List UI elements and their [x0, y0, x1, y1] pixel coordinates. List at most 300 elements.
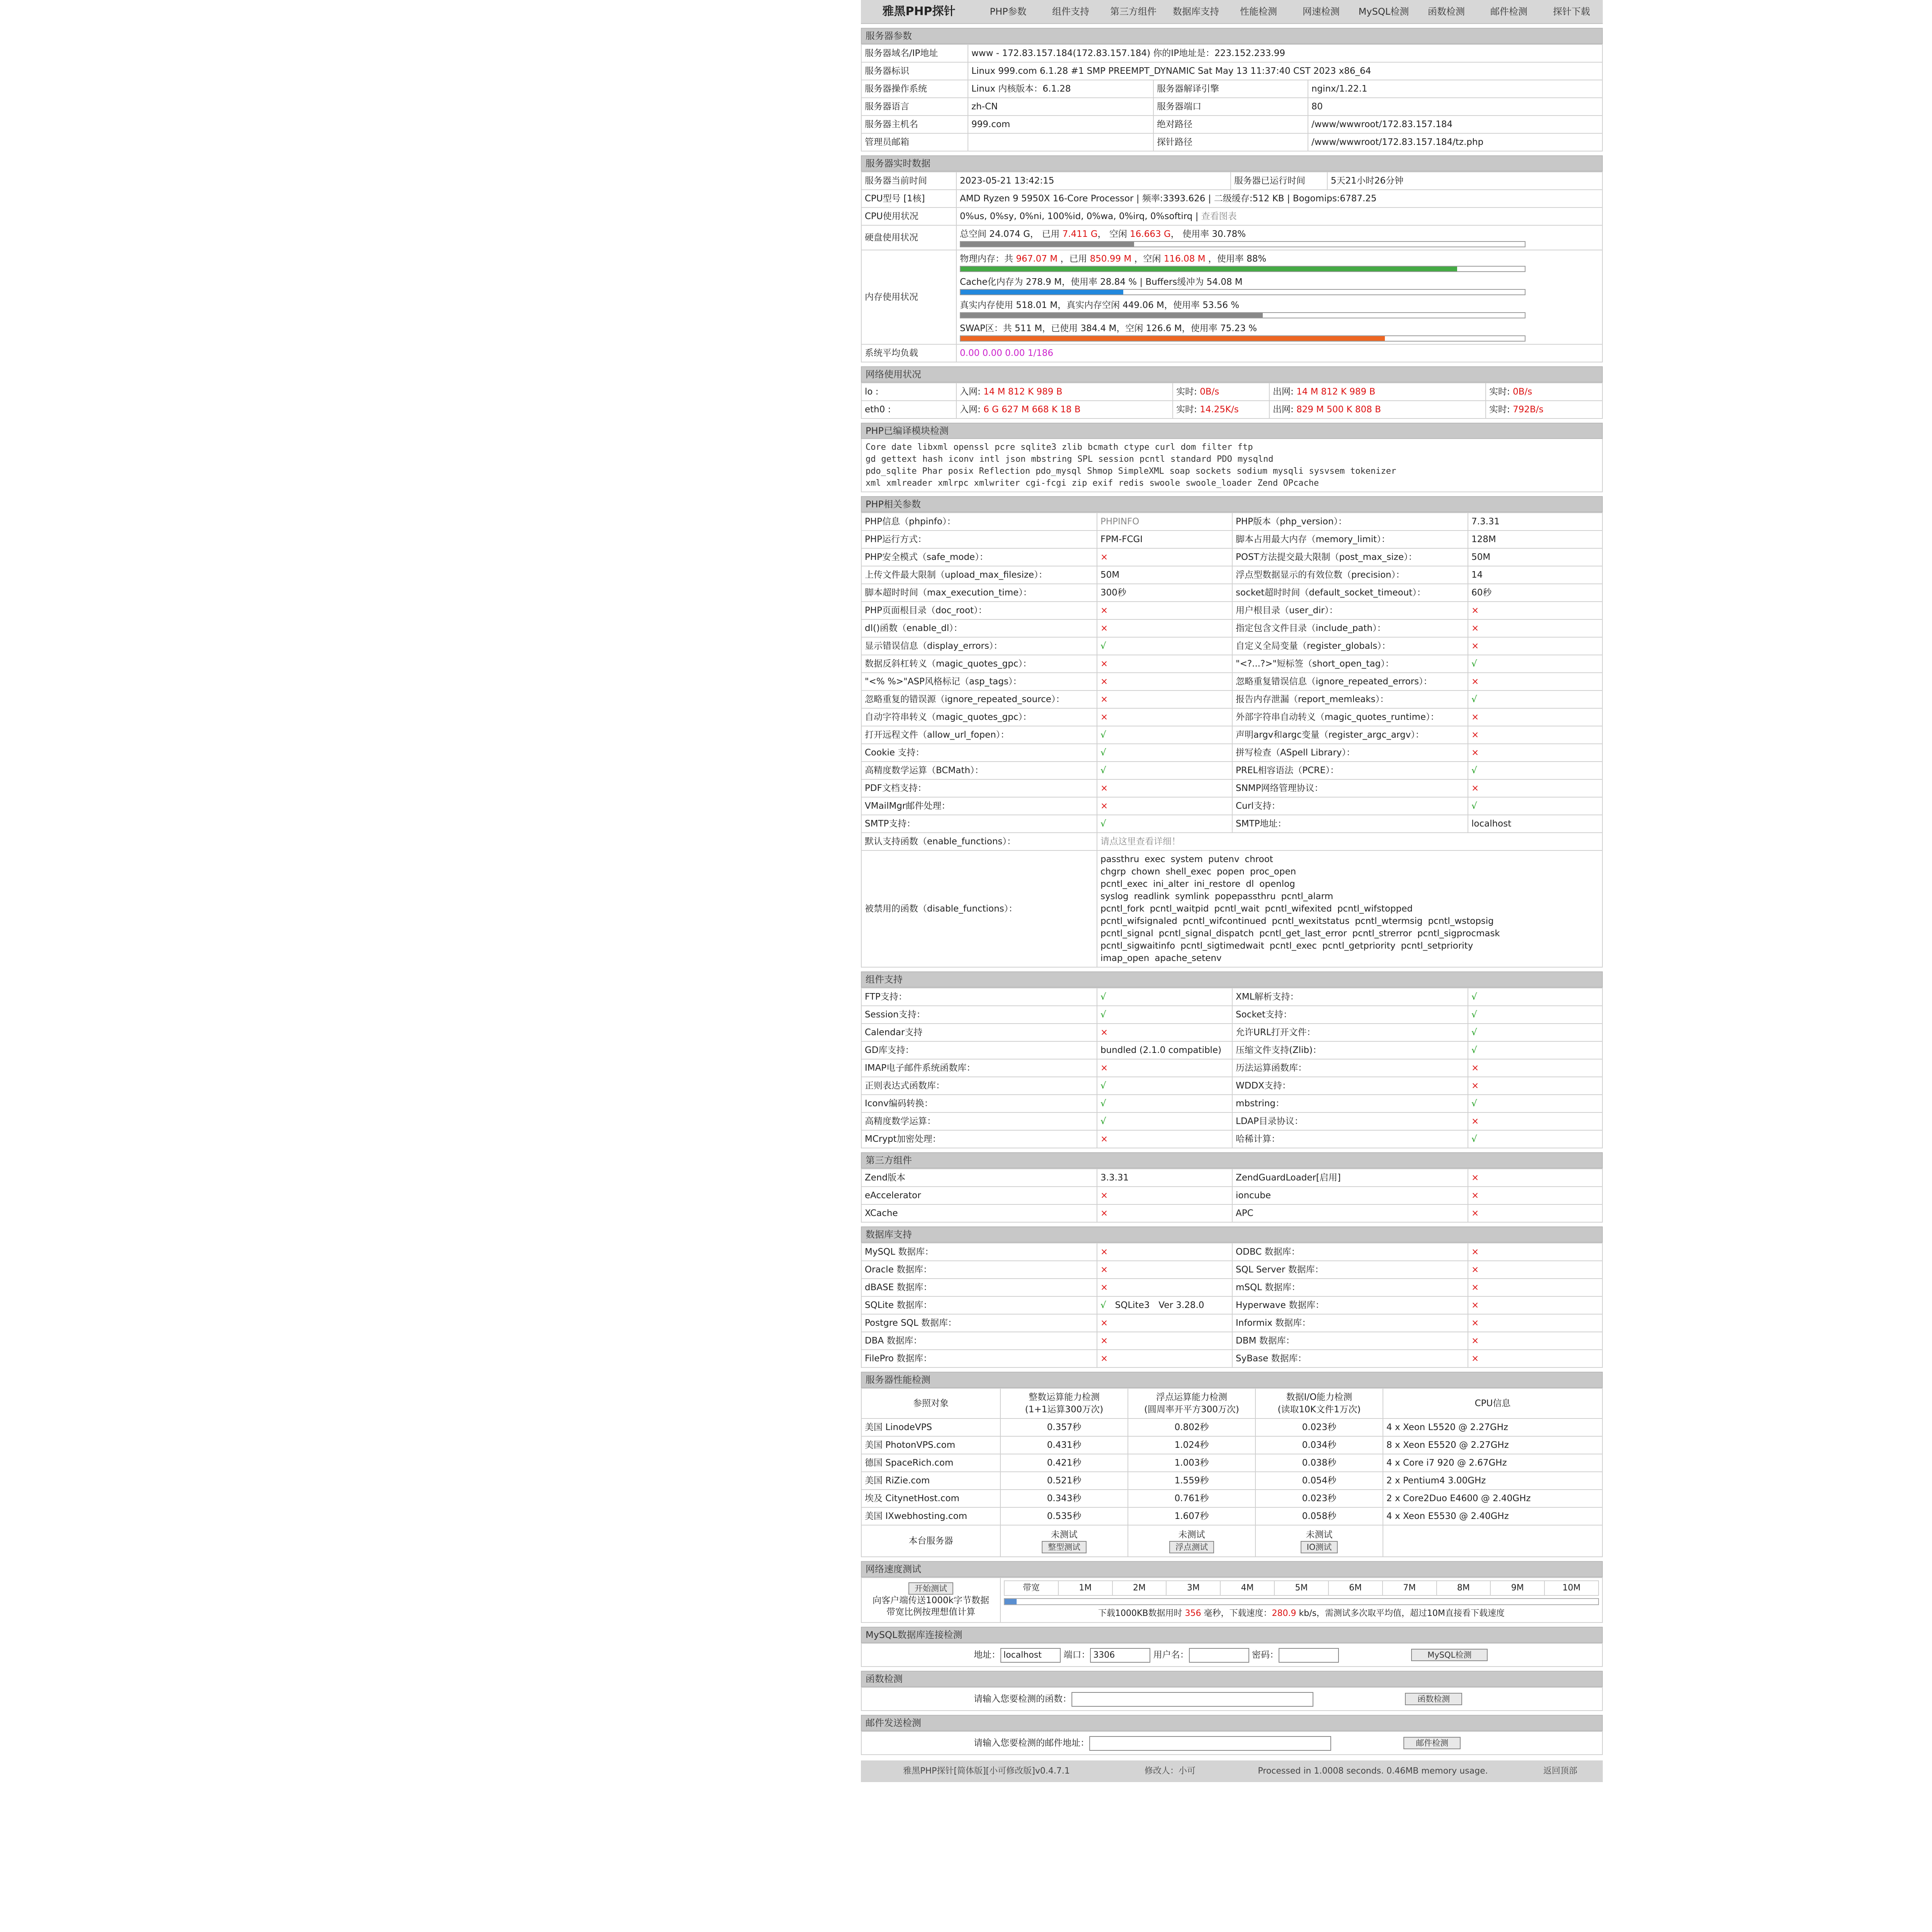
network-section — [861, 366, 1603, 419]
nav-function[interactable]: 函数检测 — [1428, 6, 1465, 17]
row-value: × — [1097, 548, 1232, 566]
module-name: session — [1098, 454, 1134, 464]
speed-text: 毫秒，下载速度： — [1201, 1609, 1272, 1618]
table-row — [861, 1525, 1602, 1557]
row-label: 脚本超时时间（max_execution_time）： — [861, 584, 1097, 602]
module-name: Zend OPcache — [1257, 478, 1319, 488]
row-label: 报告内存泄漏（report_memleaks）： — [1232, 690, 1468, 708]
mem-text: ，空闲 — [1131, 254, 1164, 264]
row-label: "<% %>"ASP风格标记（asp_tags）： — [861, 673, 1097, 690]
function-name: system — [1170, 854, 1203, 864]
nav-database[interactable]: 数据库支持 — [1173, 6, 1219, 17]
benchmark-time: 1.003秒 — [1128, 1454, 1255, 1472]
row-label: XML解析支持： — [1232, 988, 1468, 1006]
row-label: Cookie 支持： — [861, 744, 1097, 762]
func-label: 请输入您要检测的函数： — [974, 1694, 1071, 1704]
row-value: √ — [1097, 1006, 1232, 1024]
table-row — [861, 1041, 1602, 1059]
table-row — [861, 1261, 1602, 1279]
function-line — [1100, 878, 1599, 890]
table-row — [861, 1006, 1602, 1024]
speed-progress-fill — [1005, 1599, 1017, 1604]
row-label: APC — [1232, 1204, 1468, 1222]
scale-mark: 3M — [1166, 1581, 1220, 1595]
row-value: Linux 999.com 6.1.28 #1 SMP PREEMPT_DYNAMIC Sat May 13 11:37:40 CST 2023 x86_64 — [968, 62, 1602, 80]
function-name: syslog — [1100, 891, 1129, 901]
row-value: 60秒 — [1468, 584, 1602, 602]
speed-result — [1004, 1607, 1599, 1620]
table-row — [861, 1187, 1602, 1204]
row-label: CPU型号 [1核] — [861, 190, 956, 207]
row-label: 服务器操作系统 — [861, 80, 968, 98]
benchmark-time: 0.357秒 — [1000, 1418, 1128, 1436]
module-name: pdo_mysql — [1036, 466, 1082, 476]
cpu-info: 8 x Xeon E5520 @ 2.27GHz — [1383, 1436, 1602, 1454]
table-row — [861, 80, 1602, 98]
nav-components[interactable]: 组件支持 — [1052, 6, 1089, 17]
back-to-top-link[interactable]: 返回顶部 — [1543, 1766, 1577, 1776]
speed-result-cell — [1000, 1578, 1602, 1622]
table-row — [861, 1059, 1602, 1077]
nav-performance[interactable]: 性能检测 — [1240, 6, 1277, 17]
table-row — [861, 1169, 1602, 1187]
io-test-button[interactable]: IO测试 — [1301, 1541, 1338, 1553]
benchmark-time: 0.535秒 — [1000, 1507, 1128, 1525]
function-name: ini_restore — [1194, 879, 1241, 889]
table-row — [861, 513, 1602, 531]
table-row — [861, 1204, 1602, 1222]
table-row — [861, 637, 1602, 655]
reference-server: 美国 LinodeVPS — [861, 1418, 1000, 1436]
disk-text: ， 使用率 30.78% — [1170, 229, 1246, 239]
row-value: √ — [1468, 1006, 1602, 1024]
row-label: PREL相容语法（PCRE）： — [1232, 762, 1468, 779]
top-nav — [861, 0, 1603, 24]
module-name: Shmop — [1087, 466, 1113, 476]
scale-mark: 10M — [1544, 1581, 1599, 1595]
sqlite-status: √ — [1100, 1300, 1106, 1310]
benchmark-time: 1.607秒 — [1128, 1507, 1255, 1525]
table-row — [861, 250, 1602, 344]
real-mem-bar-fill — [961, 313, 1263, 318]
table-row — [861, 673, 1602, 690]
module-name: swoole_loader — [1185, 478, 1252, 488]
function-name: pcntl_sigprocmask — [1417, 929, 1500, 939]
table-row — [861, 1454, 1602, 1472]
row-value: × — [1468, 726, 1602, 744]
nav-third-party[interactable]: 第三方组件 — [1110, 6, 1156, 17]
row-value: 3.3.31 — [1097, 1169, 1232, 1187]
function-name: pcntl_alarm — [1281, 891, 1333, 901]
row-label: SQL Server 数据库： — [1232, 1261, 1468, 1279]
port-label: 端口： — [1063, 1650, 1090, 1660]
module-name: sysvsem — [1309, 466, 1345, 476]
net-out-label: 出网: — [1273, 387, 1297, 397]
disabled-functions — [1097, 850, 1602, 967]
row-value: √ — [1468, 655, 1602, 673]
module-name: bcmath — [1087, 442, 1119, 452]
function-line — [1100, 952, 1599, 964]
net-in-value: 6 G 627 M 668 K 18 B — [983, 405, 1081, 415]
benchmark-time: 0.038秒 — [1255, 1454, 1383, 1472]
row-label: Session支持： — [861, 1006, 1097, 1024]
row-label: 正则表达式函数库： — [861, 1077, 1097, 1095]
row-value[interactable]: PHPINFO — [1097, 513, 1232, 531]
reference-server: 德国 SpaceRich.com — [861, 1454, 1000, 1472]
table-row — [861, 383, 1602, 401]
empty-cell — [1383, 1525, 1602, 1557]
row-value: × — [1468, 1169, 1602, 1187]
row-label: 外部字符串自动转义（magic_quotes_runtime）： — [1232, 708, 1468, 726]
row-value: localhost — [1468, 815, 1602, 833]
function-name: pcntl_wifsignaled — [1100, 916, 1177, 926]
memory-usage-cell — [956, 250, 1602, 344]
row-label: mSQL 数据库： — [1232, 1279, 1468, 1296]
module-name: gd — [866, 454, 876, 464]
benchmark-time: 0.421秒 — [1000, 1454, 1128, 1472]
module-name: Phar — [922, 466, 943, 476]
page — [861, 0, 1603, 1782]
table-row — [861, 98, 1602, 116]
scale-mark: 4M — [1220, 1581, 1274, 1595]
function-name: symlink — [1175, 891, 1209, 901]
row-label: 服务器域名/IP地址 — [861, 44, 968, 62]
mysql-port-input[interactable]: 3306 — [1090, 1648, 1150, 1663]
mem-bar-fill — [961, 267, 1457, 271]
net-in — [956, 401, 1173, 418]
function-line — [1100, 853, 1599, 866]
row-value: × — [1097, 1279, 1232, 1296]
module-name: swoole — [1149, 478, 1180, 488]
cpu-info: 2 x Core2Duo E4600 @ 2.40GHz — [1383, 1490, 1602, 1507]
row-value: FPM-FCGI — [1097, 531, 1232, 548]
module-name: pcre — [995, 442, 1015, 452]
performance-section — [861, 1372, 1603, 1557]
benchmark-time: 0.023秒 — [1255, 1418, 1383, 1436]
col-header: 数据I/O能力检测 (读取10K文件1万次) — [1255, 1388, 1383, 1418]
row-label: 服务器标识 — [861, 62, 968, 80]
row-label: 允许URL打开文件： — [1232, 1024, 1468, 1041]
function-input[interactable] — [1071, 1692, 1313, 1707]
module-name: tokenizer — [1350, 466, 1396, 476]
row-value: 14 — [1468, 566, 1602, 584]
nav-speed[interactable]: 网速检测 — [1303, 6, 1340, 17]
row-value: × — [1097, 655, 1232, 673]
table-row — [861, 988, 1602, 1006]
function-line — [1100, 890, 1599, 903]
table-header-row — [861, 1388, 1602, 1418]
mail-check-section — [861, 1715, 1603, 1755]
row-value: × — [1468, 1332, 1602, 1350]
modules-section — [861, 423, 1603, 492]
row-value: √ — [1097, 1095, 1232, 1112]
table-row — [861, 1687, 1602, 1711]
row-value: × — [1468, 1261, 1602, 1279]
table-row — [861, 172, 1602, 190]
module-name: SimpleXML — [1118, 466, 1164, 476]
table-row — [861, 1731, 1602, 1755]
row-value: × — [1097, 1024, 1232, 1041]
row-label: socket超时时间（default_socket_timeout）： — [1232, 584, 1468, 602]
mem-free: 116.08 M — [1163, 254, 1206, 264]
nav-mail[interactable]: 邮件检测 — [1490, 6, 1527, 17]
function-name: chroot — [1245, 854, 1273, 864]
row-value: 50M — [1468, 548, 1602, 566]
section-title: 第三方组件 — [861, 1152, 1603, 1168]
mysql-password-input[interactable] — [1279, 1648, 1339, 1663]
row-label: VMailMgr邮件处理： — [861, 797, 1097, 815]
row-value: √ — [1097, 744, 1232, 762]
function-line — [1100, 915, 1599, 927]
speed-text: kb/s，需测试多次取平均值，超过10M直接看下载速度 — [1296, 1609, 1505, 1618]
php-params-section — [861, 496, 1603, 968]
row-value: × — [1468, 1350, 1602, 1367]
cpu-info: 4 x Xeon E5530 @ 2.40GHz — [1383, 1507, 1602, 1525]
module-name: ftp — [1237, 442, 1253, 452]
net-rt-in-value: 14.25K/s — [1200, 405, 1239, 415]
table-row — [861, 1279, 1602, 1296]
modules-list — [861, 439, 1603, 492]
row-label: SMTP地址： — [1232, 815, 1468, 833]
module-name: Reflection — [979, 466, 1031, 476]
table-row — [861, 1243, 1602, 1261]
module-name: filter — [1201, 442, 1232, 452]
row-label: Curl支持： — [1232, 797, 1468, 815]
row-label: PHP安全模式（safe_mode）： — [861, 548, 1097, 566]
row-value: √ — [1097, 1112, 1232, 1130]
mem-text: ，使用率 88% — [1205, 254, 1267, 264]
row-value: × — [1468, 1243, 1602, 1261]
mem-bar — [960, 266, 1526, 272]
benchmark-time: 0.521秒 — [1000, 1472, 1128, 1490]
row-label: 脚本占用最大内存（memory_limit）： — [1232, 531, 1468, 548]
section-title: 服务器实时数据 — [861, 155, 1603, 172]
module-name: xmlreader — [886, 478, 932, 488]
row-value: × — [1468, 744, 1602, 762]
io-test-cell — [1255, 1525, 1383, 1557]
table-row — [861, 833, 1602, 850]
table-row — [861, 602, 1602, 619]
section-title: 网络速度测试 — [861, 1561, 1603, 1577]
nav-download[interactable]: 探针下载 — [1553, 6, 1590, 17]
mem-text: ，已用 — [1057, 254, 1090, 264]
row-value: AMD Ryzen 9 5950X 16-Core Processor | 频率:3393.626 | 二级缓存:512 KB | Bogomips:6787.25 — [956, 190, 1602, 207]
row-label: 服务器当前时间 — [861, 172, 956, 190]
section-title: MySQL数据库连接检测 — [861, 1627, 1603, 1643]
module-line — [866, 441, 1598, 453]
cpu-info: 4 x Xeon L5520 @ 2.27GHz — [1383, 1418, 1602, 1436]
row-label: "<?...?>"短标签（short_open_tag）： — [1232, 655, 1468, 673]
reference-server: 美国 IXwebhosting.com — [861, 1507, 1000, 1525]
mail-form — [861, 1731, 1602, 1755]
row-label: FilePro 数据库： — [861, 1350, 1097, 1367]
row-label: Calendar支持 — [861, 1024, 1097, 1041]
net-rt-out — [1486, 383, 1602, 401]
row-label: 被禁用的函数（disable_functions）： — [861, 850, 1097, 967]
bandwidth-scale — [1004, 1580, 1599, 1596]
table-row — [861, 401, 1602, 418]
speed-desc: 带宽比例按理想值计算 — [886, 1607, 975, 1617]
benchmark-time: 0.761秒 — [1128, 1490, 1255, 1507]
col-header: 浮点运算能力检测 (圆周率开平方300万次) — [1128, 1388, 1255, 1418]
row-value: × — [1097, 1059, 1232, 1077]
row-value: × — [1468, 619, 1602, 637]
row-value: √ — [1097, 637, 1232, 655]
row-label: 浮点型数据显示的有效位数（precision）： — [1232, 566, 1468, 584]
module-line — [866, 465, 1598, 477]
row-value: × — [1097, 1350, 1232, 1367]
function-name: imap_open — [1100, 953, 1150, 963]
mysql-user-input[interactable] — [1189, 1648, 1249, 1663]
cpu-chart-link[interactable]: 查看图表 — [1201, 211, 1237, 221]
mysql-host-input[interactable]: localhost — [1000, 1648, 1061, 1663]
module-name: cgi-fcgi — [1025, 478, 1066, 488]
net-in-label: 入网: — [960, 387, 984, 397]
table-row — [861, 850, 1602, 967]
benchmark-time: 0.023秒 — [1255, 1490, 1383, 1507]
module-name: json — [1005, 454, 1026, 464]
scale-row — [1004, 1581, 1599, 1595]
row-value: × — [1097, 619, 1232, 637]
row-label: MySQL 数据库： — [861, 1243, 1097, 1261]
table-row — [861, 62, 1602, 80]
table-row — [861, 815, 1602, 833]
swap-bar-fill — [961, 336, 1385, 341]
table-row — [861, 190, 1602, 207]
row-value: × — [1468, 602, 1602, 619]
row-value: × — [1468, 1112, 1602, 1130]
row-value: × — [1097, 779, 1232, 797]
row-label: 自动字符串转义（magic_quotes_gpc）： — [861, 708, 1097, 726]
col-header: 参照对象 — [861, 1388, 1000, 1418]
row-label: PHP信息（phpinfo）： — [861, 513, 1097, 531]
row-label: PHP运行方式： — [861, 531, 1097, 548]
section-title: 组件支持 — [861, 971, 1603, 988]
row-label: dBASE 数据库： — [861, 1279, 1097, 1296]
module-name: pdo_sqlite — [866, 466, 917, 476]
row-value: × — [1097, 1314, 1232, 1332]
module-name: dom — [1180, 442, 1196, 452]
module-name: xmlrpc — [937, 478, 969, 488]
row-label: dl()函数（enable_dl）： — [861, 619, 1097, 637]
net-in-label: 入网: — [960, 405, 984, 415]
row-value: 7.3.31 — [1468, 513, 1602, 531]
enable-functions-link[interactable]: 请点这里查看详细！ — [1097, 833, 1602, 850]
row-label: Socket支持： — [1232, 1006, 1468, 1024]
cpu-info: 4 x Core i7 920 @ 2.67GHz — [1383, 1454, 1602, 1472]
mysql-form — [861, 1643, 1602, 1667]
function-name: pcntl_wifstopped — [1337, 904, 1413, 914]
scale-mark: 5M — [1274, 1581, 1328, 1595]
table-row — [861, 655, 1602, 673]
table-row — [861, 1472, 1602, 1490]
net-in — [956, 383, 1173, 401]
row-value: 80 — [1308, 98, 1602, 116]
row-value: × — [1097, 690, 1232, 708]
disk-bar-fill — [961, 242, 1134, 247]
row-label: 高精度数学运算： — [861, 1112, 1097, 1130]
row-label: SyBase 数据库： — [1232, 1350, 1468, 1367]
float-test-button[interactable]: 浮点测试 — [1169, 1541, 1214, 1553]
function-name: pcntl_sigtimedwait — [1180, 941, 1264, 951]
table-row — [861, 1418, 1602, 1436]
iface-name: eth0 : — [861, 401, 956, 418]
function-name: pcntl_getpriority — [1322, 941, 1396, 951]
table-row — [861, 1314, 1602, 1332]
module-line — [866, 453, 1598, 465]
mail-input[interactable] — [1089, 1736, 1331, 1751]
function-check-button[interactable]: 函数检测 — [1405, 1693, 1462, 1705]
net-rt-label: 实时: — [1489, 405, 1513, 415]
module-name: xml — [866, 478, 881, 488]
row-value: × — [1097, 1187, 1232, 1204]
table-row — [861, 1578, 1602, 1622]
row-label: 服务器端口 — [1153, 98, 1308, 116]
table-row — [861, 744, 1602, 762]
untested-text: 未测试 — [1051, 1530, 1078, 1540]
module-name: mysqli — [1272, 466, 1304, 476]
row-value: × — [1097, 1204, 1232, 1222]
row-value: 5天21小时26分钟 — [1327, 172, 1602, 190]
mail-check-button[interactable]: 邮件检测 — [1403, 1737, 1461, 1749]
row-value: × — [1097, 673, 1232, 690]
brand-title[interactable]: 雅黑PHP探针 — [882, 5, 956, 18]
untested-text: 未测试 — [1178, 1530, 1205, 1540]
row-label: 系统平均负载 — [861, 344, 956, 362]
speed-progress — [1004, 1598, 1599, 1605]
row-value: /www/wwwroot/172.83.157.184/tz.php — [1308, 133, 1602, 151]
row-label: LDAP目录协议： — [1232, 1112, 1468, 1130]
addr-label: 地址： — [974, 1650, 1000, 1660]
net-out-label: 出网: — [1273, 405, 1297, 415]
mysql-check-button[interactable]: MySQL检测 — [1411, 1649, 1488, 1661]
row-label: 高精度数学运算（BCMath）： — [861, 762, 1097, 779]
row-label: 服务器语言 — [861, 98, 968, 116]
row-label: 数据反斜杠转义（magic_quotes_gpc）： — [861, 655, 1097, 673]
table-row — [861, 1507, 1602, 1525]
load-value: 0.00 0.00 0.00 1/186 — [956, 344, 1602, 362]
row-label: 自定义全局变量（register_globals）： — [1232, 637, 1468, 655]
col-header: 整数运算能力检测 (1+1运算300万次) — [1000, 1388, 1128, 1418]
row-label: SQLite 数据库： — [861, 1296, 1097, 1314]
table-row — [861, 1643, 1602, 1667]
row-label: 声明argv和argc变量（register_argc_argv）： — [1232, 726, 1468, 744]
module-name: SPL — [1077, 454, 1093, 464]
nav-mysql[interactable]: MySQL检测 — [1358, 6, 1409, 17]
module-name: sockets — [1195, 466, 1231, 476]
footer-processed: Processed in 1.0008 seconds. 0.46MB memory usage. — [1258, 1766, 1488, 1776]
net-rt-out-value: 792B/s — [1513, 405, 1544, 415]
row-value: 300秒 — [1097, 584, 1232, 602]
function-line — [1100, 903, 1599, 915]
row-label: WDDX支持： — [1232, 1077, 1468, 1095]
table-row — [861, 531, 1602, 548]
row-value: × — [1468, 1204, 1602, 1222]
module-name: intl — [979, 454, 1000, 464]
function-name: shell_exec — [1165, 867, 1212, 877]
module-name: exif — [1092, 478, 1113, 488]
int-test-button[interactable]: 整型测试 — [1042, 1541, 1087, 1553]
row-label: Iconv编码转换： — [861, 1095, 1097, 1112]
start-speed-test-button[interactable]: 开始测试 — [908, 1582, 953, 1595]
nav-php-params[interactable]: PHP参数 — [990, 6, 1027, 17]
function-name: pcntl_fork — [1100, 904, 1145, 914]
module-name: mysqlnd — [1237, 454, 1274, 464]
iface-name: lo : — [861, 383, 956, 401]
table-row — [861, 690, 1602, 708]
row-value: × — [1468, 779, 1602, 797]
module-name: pcntl — [1139, 454, 1165, 464]
